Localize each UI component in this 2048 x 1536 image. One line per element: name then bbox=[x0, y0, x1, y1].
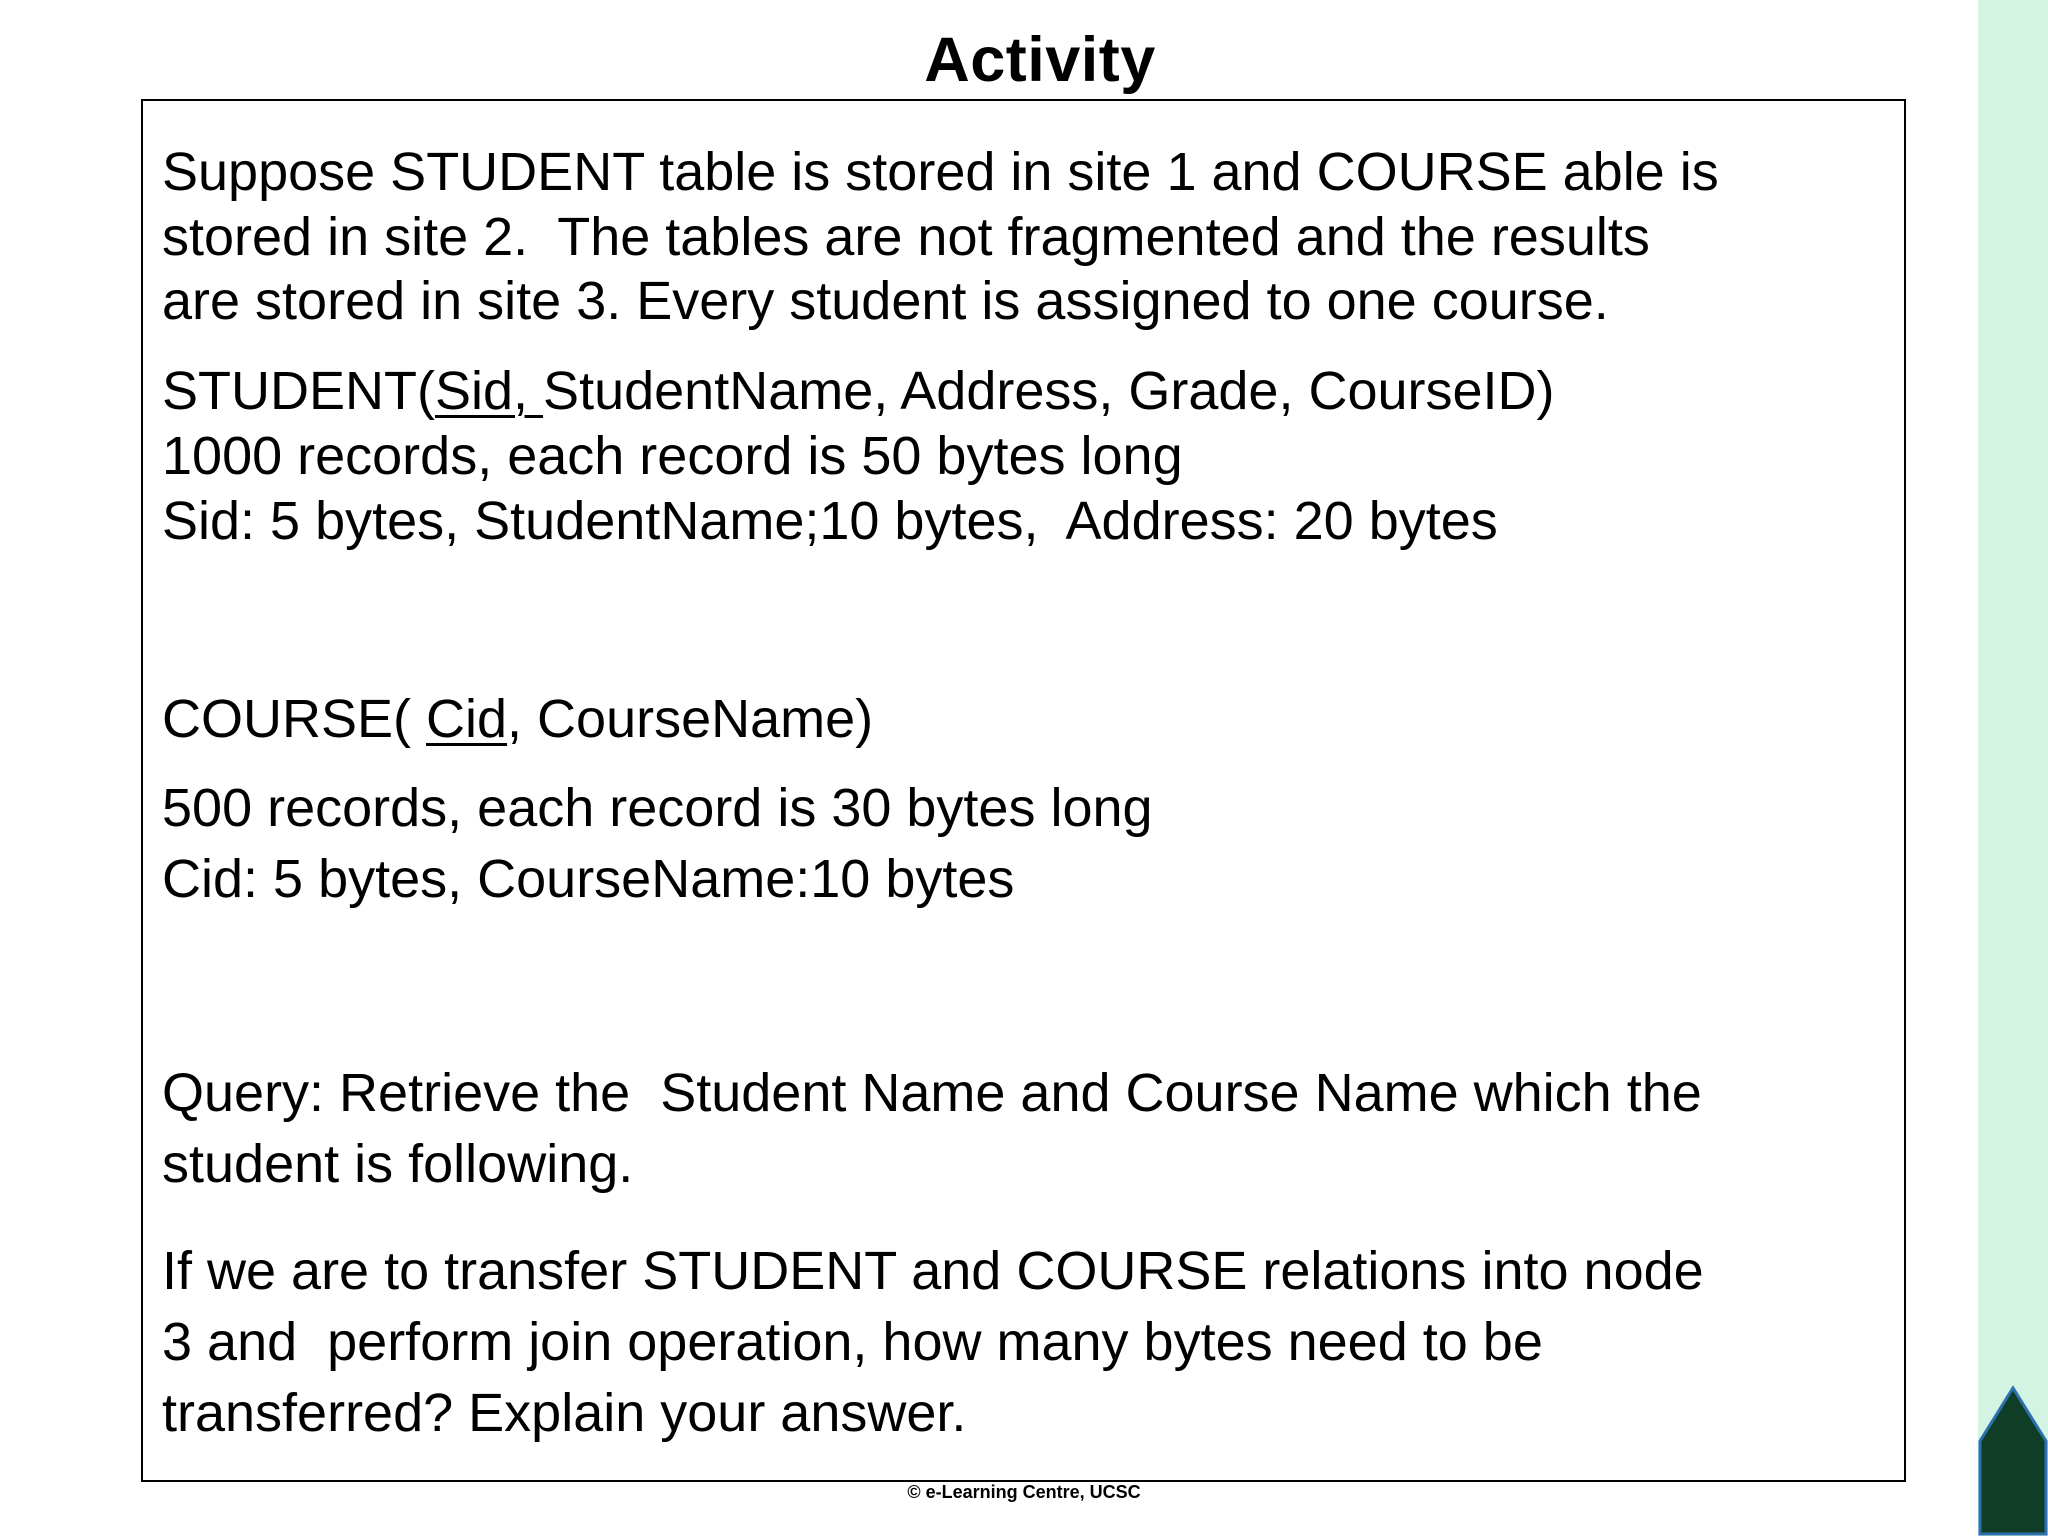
course-primary-key: Cid bbox=[426, 689, 508, 749]
student-schema-prefix: STUDENT( bbox=[162, 361, 435, 421]
intro-line-1: Suppose STUDENT table is stored in site 1 and COURSE able is bbox=[162, 142, 1719, 202]
course-records: 500 records, each record is 30 bytes long bbox=[162, 778, 1153, 838]
side-decoration-strip bbox=[1978, 0, 2048, 1536]
student-primary-key: Sid, bbox=[434, 361, 544, 421]
student-schema bbox=[162, 358, 1555, 424]
course-field-sizes: Cid: 5 bytes, CourseName:10 bytes bbox=[162, 849, 1015, 909]
course-schema bbox=[162, 686, 873, 752]
query-line-2: student is following. bbox=[162, 1134, 634, 1194]
query-line-1: Query: Retrieve the Student Name and Course Name which the bbox=[162, 1063, 1702, 1123]
course-schema-rest: , CourseName) bbox=[507, 689, 874, 749]
student-schema-rest: StudentName, Address, Grade, CourseID) bbox=[543, 361, 1555, 421]
copyright-footer: © e-Learning Centre, UCSC bbox=[907, 1482, 1141, 1502]
student-records: 1000 records, each record is 50 bytes long bbox=[162, 426, 1183, 486]
intro-line-2: stored in site 2. The tables are not fragmented and the results bbox=[162, 207, 1650, 267]
up-arrow-icon[interactable] bbox=[1978, 1385, 2048, 1536]
question-line-2: 3 and perform join operation, how many bytes need to be bbox=[162, 1312, 1543, 1372]
question-line-3: transferred? Explain your answer. bbox=[162, 1383, 967, 1443]
question-line-1: If we are to transfer STUDENT and COURSE relations into node bbox=[162, 1241, 1704, 1301]
intro-line-3: are stored in site 3. Every student is assigned to one course. bbox=[162, 271, 1609, 331]
slide-title: Activity bbox=[924, 25, 1156, 95]
course-schema-prefix: COURSE( bbox=[162, 689, 427, 749]
student-field-sizes: Sid: 5 bytes, StudentName;10 bytes, Address: 20 bytes bbox=[162, 491, 1498, 551]
